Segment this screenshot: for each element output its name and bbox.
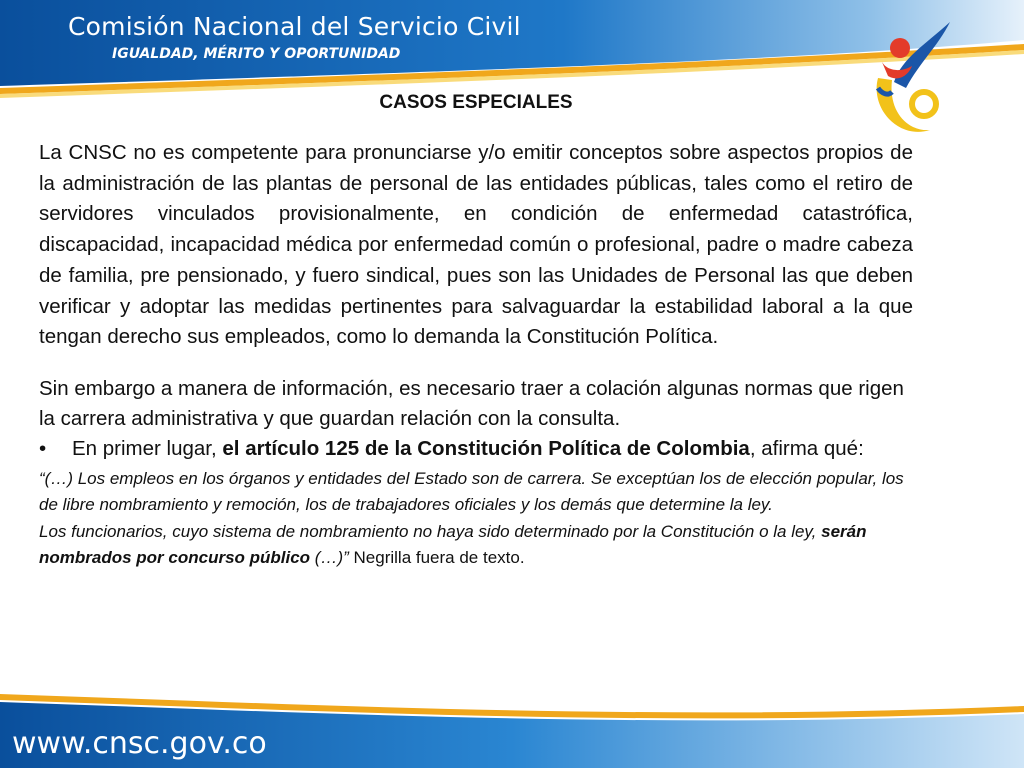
quote-block bbox=[39, 466, 913, 572]
bullet-marker: • bbox=[39, 436, 47, 460]
quote-line-1: “(…) Los empleos en los órganos y entidades del Estado son de carrera. Se exceptúan los de elección popular, los de libre nombramiento y remoción, los de trabajadores oficiales y los demás que determine la ley. bbox=[39, 468, 904, 515]
bullet-tail: , afirma qué: bbox=[749, 436, 864, 460]
header-subtitle: IGUALDAD, MÉRITO Y OPORTUNIDAD bbox=[112, 46, 401, 62]
quote-line-2-end: (…)” bbox=[310, 548, 349, 568]
paragraph-1: La CNSC no es competente para pronunciarse y/o emitir conceptos sobre aspectos propios de la administración de las plantas de personal de las entidades públicas, tales como el retiro de servidores vinculados provisionalmente, en condición de enfermedad catastrófica, discapacidad, incapacidad médica por enfermedad común o profesional, padre o madre cabeza de familia, pre pensionado, y fuero sindical, pues son las Unidades de Personal las que deben verificar y adoptar las medidas pertinentes para salvaguardar la estabilidad laboral a la que tengan derecho sus empleados, como lo demanda la Constitución Política. bbox=[39, 141, 913, 349]
quote-note: Negrilla fuera de texto. bbox=[348, 548, 525, 568]
main-content bbox=[39, 92, 913, 572]
footer-url-link[interactable]: www.cnsc.gov.co bbox=[12, 726, 267, 761]
section-title: CASOS ESPECIALES bbox=[379, 92, 573, 113]
quote-line-2-start: Los funcionarios, cuyo sistema de nombramiento no haya sido determinado por la Constitución o la ley, bbox=[39, 521, 822, 541]
bullet-bold: el artículo 125 de la Constitución Política de Colombia bbox=[222, 436, 750, 460]
quote-line-2-bold: serán nombrados por concurso público bbox=[39, 521, 867, 568]
header-title: Comisión Nacional del Servicio Civil bbox=[68, 12, 521, 41]
paragraph-2: Sin embargo a manera de información, es necesario traer a colación algunas normas que rigen la carrera administrativa y que guardan relación con la consulta. bbox=[39, 376, 904, 430]
bullet-item bbox=[39, 434, 913, 464]
bullet-lead: En primer lugar, bbox=[72, 436, 223, 460]
